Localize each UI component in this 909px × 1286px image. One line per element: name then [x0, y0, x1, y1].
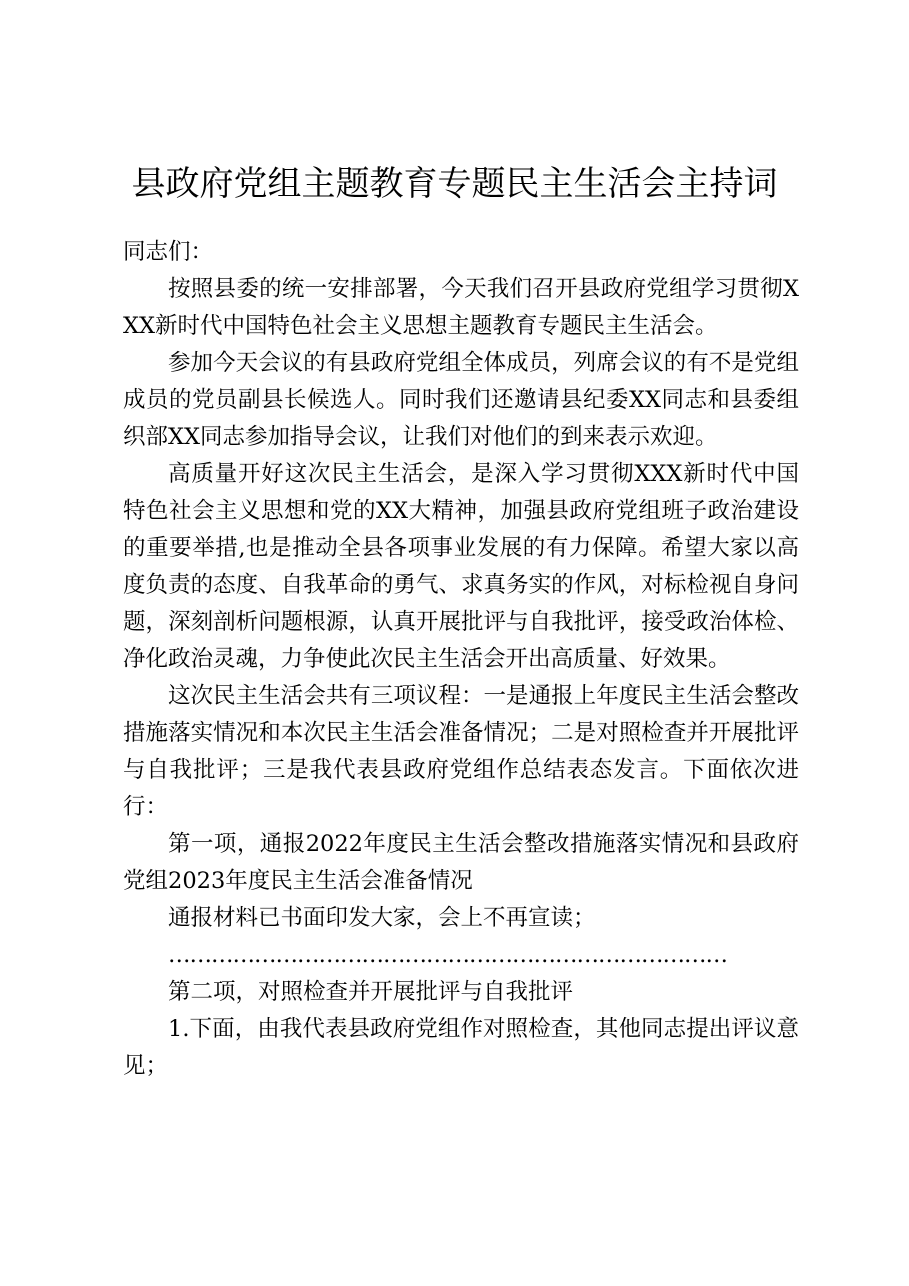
- ellipsis-line: ……………………………………………………………………: [168, 942, 727, 968]
- agenda-item-one: 第一项，通报2022年度民主生活会整改措施落实情况和县政府党组2023年度民主生活会准备情况: [123, 831, 799, 894]
- document-body: [123, 234, 799, 1085]
- paragraph-purpose: 高质量开好这次民主生活会，是深入学习贯彻XXX新时代中国特色社会主义思想和党的XX大精神，加强县政府党组班子政治建设的重要举措,也是推动全县各项事业发展的有力保障。希望大家以高度负责的态度、自我革命的勇气、求真务实的作风，对标检视自身问题，深刻剖析问题根源，认真开展批评与自我批评，接受政治体检、净化政治灵魂，力争使此次民主生活会开出高质量、好效果。: [123, 461, 799, 672]
- paragraph-step-one: 1.下面，由我代表县政府党组作对照检查，其他同志提出评议意见；: [123, 1016, 799, 1079]
- paragraph-attendees: 参加今天会议的有县政府党组全体成员，列席会议的有不是党组成员的党员副县长候选人。同时我们还邀请县纪委XX同志和县委组织部XX同志参加指导会议，让我们对他们的到来表示欢迎。: [123, 350, 799, 450]
- paragraph-opening: 按照县委的统一安排部署，今天我们召开县政府党组学习贯彻XXX新时代中国特色社会主义思想主题教育专题民主生活会。: [123, 276, 799, 339]
- salutation: 同志们：: [123, 239, 214, 265]
- document-title: 县政府党组主题教育专题民主生活会主持词: [131, 164, 778, 204]
- paragraph-report-note: 通报材料已书面印发大家，会上不再宣读；: [168, 905, 596, 931]
- agenda-item-two: 第二项，对照检查并开展批评与自我批评: [168, 979, 574, 1005]
- paragraph-agenda: 这次民主生活会共有三项议程：一是通报上年度民主生活会整改措施落实情况和本次民主生活会准备情况；二是对照检查并开展批评与自我批评；三是我代表县政府党组作总结表态发言。下面依次进行：: [123, 683, 799, 820]
